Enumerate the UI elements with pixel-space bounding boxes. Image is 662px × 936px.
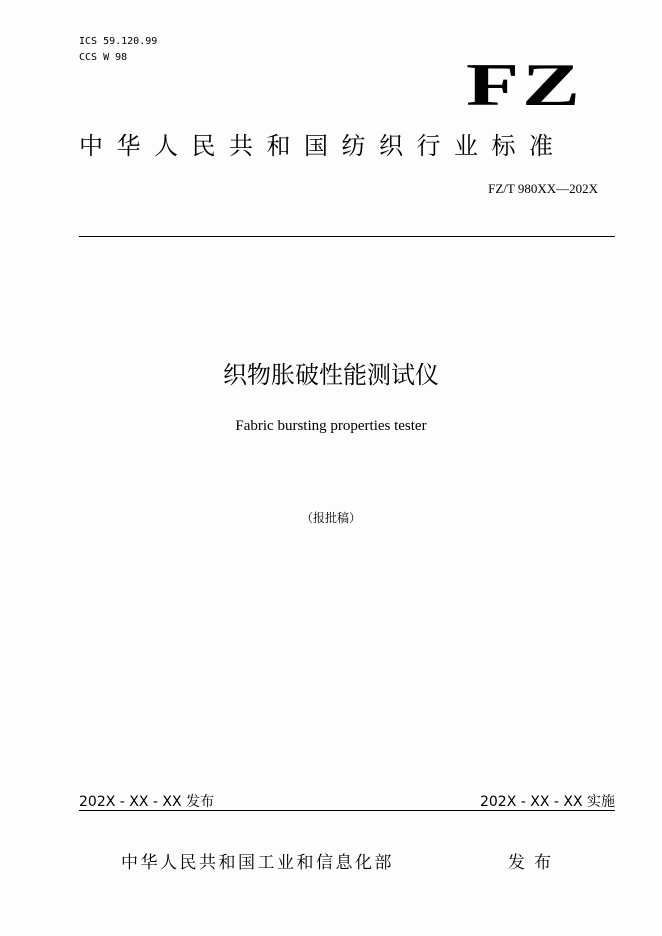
ics-code: ICS 59.120.99 — [79, 36, 158, 47]
issue-label: 发布 — [508, 853, 560, 873]
implement-date: 202X - XX - XX 实施 — [479, 794, 615, 810]
document-title-cn: 织物胀破性能测试仪 — [223, 361, 439, 389]
issuing-authority: 中华人民共和国工业和信息化部 — [121, 853, 394, 873]
release-date: 202X - XX - XX 发布 — [79, 794, 215, 810]
footer-divider — [79, 810, 615, 811]
document-title-en: Fabric bursting properties tester — [235, 418, 427, 434]
header-divider — [79, 236, 615, 237]
fz-logo: FZ — [466, 52, 583, 118]
standard-title: 中华人民共和国纺织行业标准 — [79, 132, 567, 160]
ccs-code: CCS W 98 — [79, 52, 128, 63]
standard-number: FZ/T 980XX—202X — [488, 181, 598, 196]
draft-status: （报批稿） — [300, 511, 361, 525]
